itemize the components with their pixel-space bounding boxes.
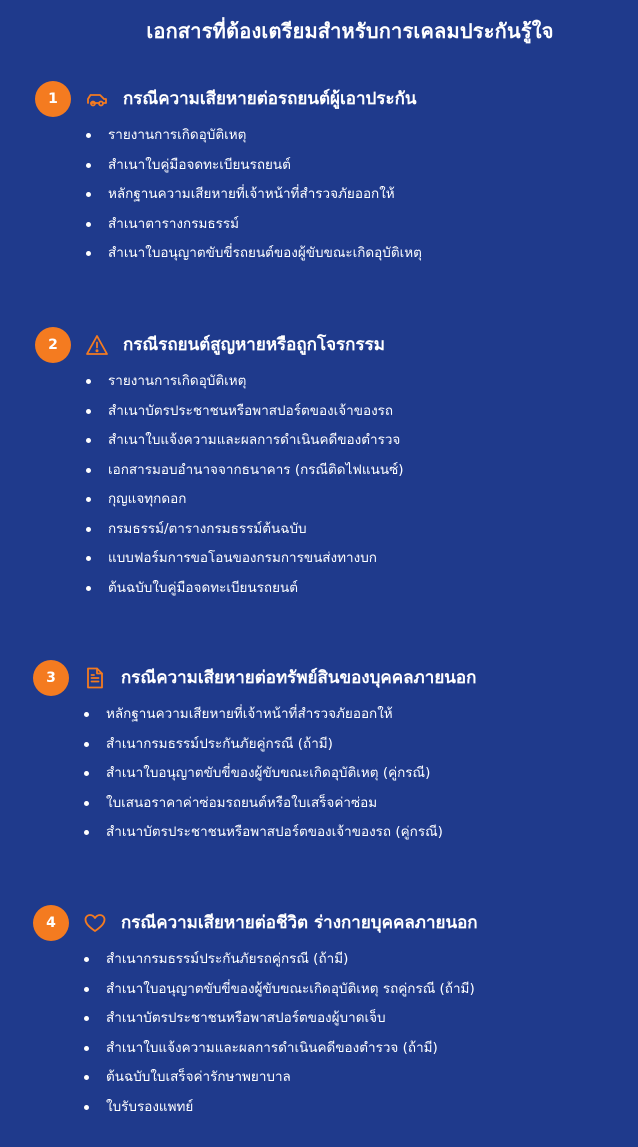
list-item: ใบรับรองแพทย์ [84,1097,475,1127]
list-item: สำเนาใบอนุญาตขับขี่รถยนต์ของผู้ขับขณะเกิดอุบัติเหตุ [86,243,422,273]
section-header [0,81,638,119]
section-number-badge: 2 [35,327,71,363]
section-title: กรณีรถยนต์สูญหายหรือถูกโจรกรรม [123,335,385,355]
list-item: หลักฐานความเสียหายที่เจ้าหน้าที่สำรวจภัยออกให้ [84,704,443,734]
warning-icon [85,334,109,356]
page-title: เอกสารที่ต้องเตรียมสำหรับการเคลมประกันรู้ใจ [146,19,554,43]
section-third-party-injury [0,905,638,1115]
list-item: กุญแจทุกดอก [86,489,404,519]
section-header [0,327,638,365]
list-item: ใบเสนอราคาค่าซ่อมรถยนต์หรือใบเสร็จค่าซ่อม [84,793,443,823]
list-item: หลักฐานความเสียหายที่เจ้าหน้าที่สำรวจภัยออกให้ [86,184,422,214]
list-item: สำเนากรมธรรม์ประกันภัยรถคู่กรณี (ถ้ามี) [84,949,475,979]
document-list [86,371,404,607]
list-item: สำเนาบัตรประชาชนหรือพาสปอร์ตของเจ้าของรถ (คู่กรณี) [84,822,443,852]
section-number-badge: 1 [35,81,71,117]
section-number-badge: 3 [33,660,69,696]
list-item: สำเนาใบแจ้งความและผลการดำเนินคดีของตำรวจ (ถ้ามี) [84,1038,475,1068]
document-icon [83,667,107,689]
section-third-party-property [0,660,638,840]
list-item: สำเนาตารางกรมธรรม์ [86,214,422,244]
list-item: สำเนาบัตรประชาชนหรือพาสปอร์ตของผู้บาดเจ็บ [84,1008,475,1038]
list-item: ต้นฉบับใบคู่มือจดทะเบียนรถยนต์ [86,578,404,608]
section-header [0,660,638,698]
list-item: แบบฟอร์มการขอโอนของกรมการขนส่งทางบก [86,548,404,578]
list-item: สำเนากรมธรรม์ประกันภัยคู่กรณี (ถ้ามี) [84,734,443,764]
document-list [86,125,422,273]
document-list [84,704,443,852]
list-item: สำเนาใบคู่มือจดทะเบียนรถยนต์ [86,155,422,185]
list-item: สำเนาใบแจ้งความและผลการดำเนินคดีของตำรวจ [86,430,404,460]
section-title: กรณีความเสียหายต่อรถยนต์ผู้เอาประกัน [123,89,417,109]
list-item: ต้นฉบับใบเสร็จค่ารักษาพยาบาล [84,1067,475,1097]
section-header [0,905,638,943]
section-vehicle-theft [0,327,638,596]
section-number-badge: 4 [33,905,69,941]
list-item: สำเนาใบอนุญาตขับขี่ของผู้ขับขณะเกิดอุบัติเหตุ (คู่กรณี) [84,763,443,793]
list-item: กรมธรรม์/ตารางกรมธรรม์ต้นฉบับ [86,519,404,549]
section-vehicle-damage [0,81,638,261]
document-list [84,949,475,1126]
section-title: กรณีความเสียหายต่อชีวิต ร่างกายบุคคลภายนอก [121,913,478,933]
list-item: สำเนาใบอนุญาตขับขี่ของผู้ขับขณะเกิดอุบัติเหตุ รถคู่กรณี (ถ้ามี) [84,979,475,1009]
list-item: รายงานการเกิดอุบัติเหตุ [86,125,422,155]
list-item: เอกสารมอบอำนาจจากธนาคาร (กรณีติดไฟแนนซ์) [86,460,404,490]
section-title: กรณีความเสียหายต่อทรัพย์สินของบุคคลภายนอก [121,668,477,688]
car-icon [85,88,109,110]
list-item: สำเนาบัตรประชาชนหรือพาสปอร์ตของเจ้าของรถ [86,401,404,431]
heart-icon [83,912,107,934]
list-item: รายงานการเกิดอุบัติเหตุ [86,371,404,401]
